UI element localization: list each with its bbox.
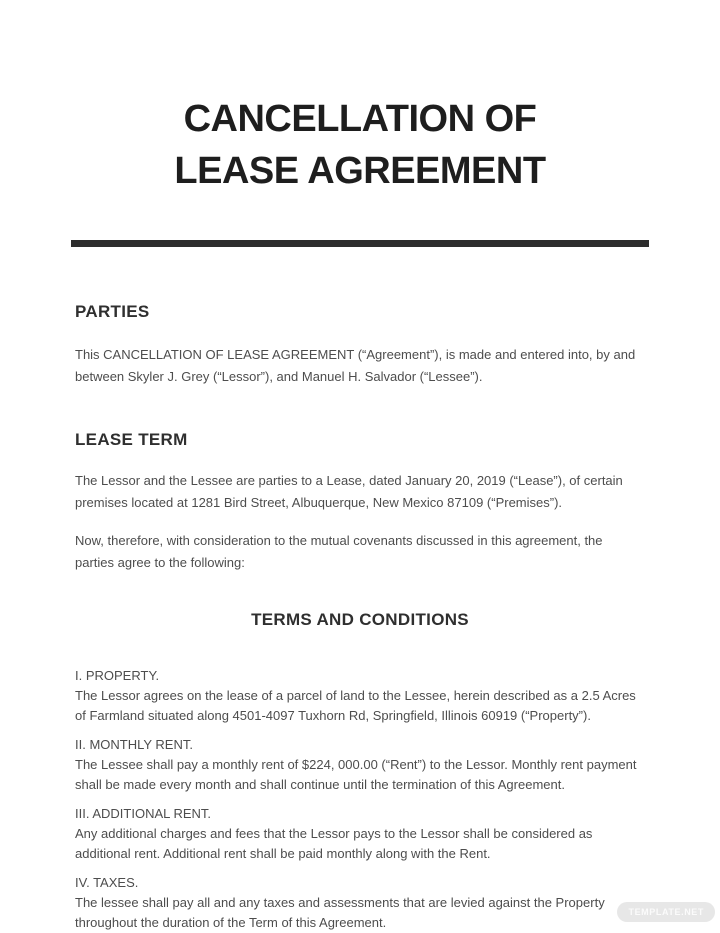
clause-taxes-text: The lessee shall pay all and any taxes and assessments that are levied against the Property throughout the duration of the Term of this Agreement. <box>75 895 605 930</box>
clause-property <box>75 666 649 726</box>
terms-clauses <box>75 666 649 933</box>
lease-term-paragraph-2: Now, therefore, with consideration to the mutual covenants discussed in this agreement, the parties agree to the following: <box>75 533 603 570</box>
terms-and-conditions-heading: TERMS AND CONDITIONS <box>251 610 469 629</box>
clause-taxes <box>75 873 649 933</box>
document-title-line2: LEASE AGREEMENT <box>174 150 546 192</box>
document-title-line1: CANCELLATION OF <box>183 98 537 140</box>
clause-monthly-rent-label: II. MONTHLY RENT. <box>75 737 193 752</box>
clause-additional-rent-text: Any additional charges and fees that the Lessor pays to the Lessor shall be considered as additional rent. Additional rent shall be paid monthly along with the Rent. <box>75 826 593 861</box>
clause-monthly-rent-text: The Lessee shall pay a monthly rent of $224, 000.00 (“Rent”) to the Lessor. Monthly rent payment shall be made every month and shall continue until the termination of this Agreement. <box>75 757 637 792</box>
parties-heading: PARTIES <box>75 302 150 321</box>
template-net-watermark: TEMPLATE.NET <box>617 902 715 922</box>
clause-property-label: I. PROPERTY. <box>75 668 160 683</box>
clause-monthly-rent <box>75 735 649 795</box>
clause-additional-rent <box>75 804 649 864</box>
clause-taxes-label: IV. TAXES. <box>75 875 139 890</box>
clause-additional-rent-label: III. ADDITIONAL RENT. <box>75 806 212 821</box>
clause-property-text: The Lessor agrees on the lease of a parcel of land to the Lessee, herein described as a 2.5 Acres of Farmland situated along 4501-4097 Tuxhorn Rd, Springfield, Illinois 60919 (“Property”). <box>75 688 636 723</box>
lease-term-heading: LEASE TERM <box>75 430 188 449</box>
title-divider <box>71 240 649 247</box>
parties-paragraph: This CANCELLATION OF LEASE AGREEMENT (“Agreement”), is made and entered into, by and between Skyler J. Grey (“Lessor”), and Manuel H. Salvador (“Lessee”). <box>75 347 636 384</box>
lease-term-paragraph-1: The Lessor and the Lessee are parties to a Lease, dated January 20, 2019 (“Lease”), of certain premises located at 1281 Bird Street, Albuquerque, New Mexico 87109 (“Premises”). <box>75 473 623 510</box>
document-title <box>71 93 649 197</box>
